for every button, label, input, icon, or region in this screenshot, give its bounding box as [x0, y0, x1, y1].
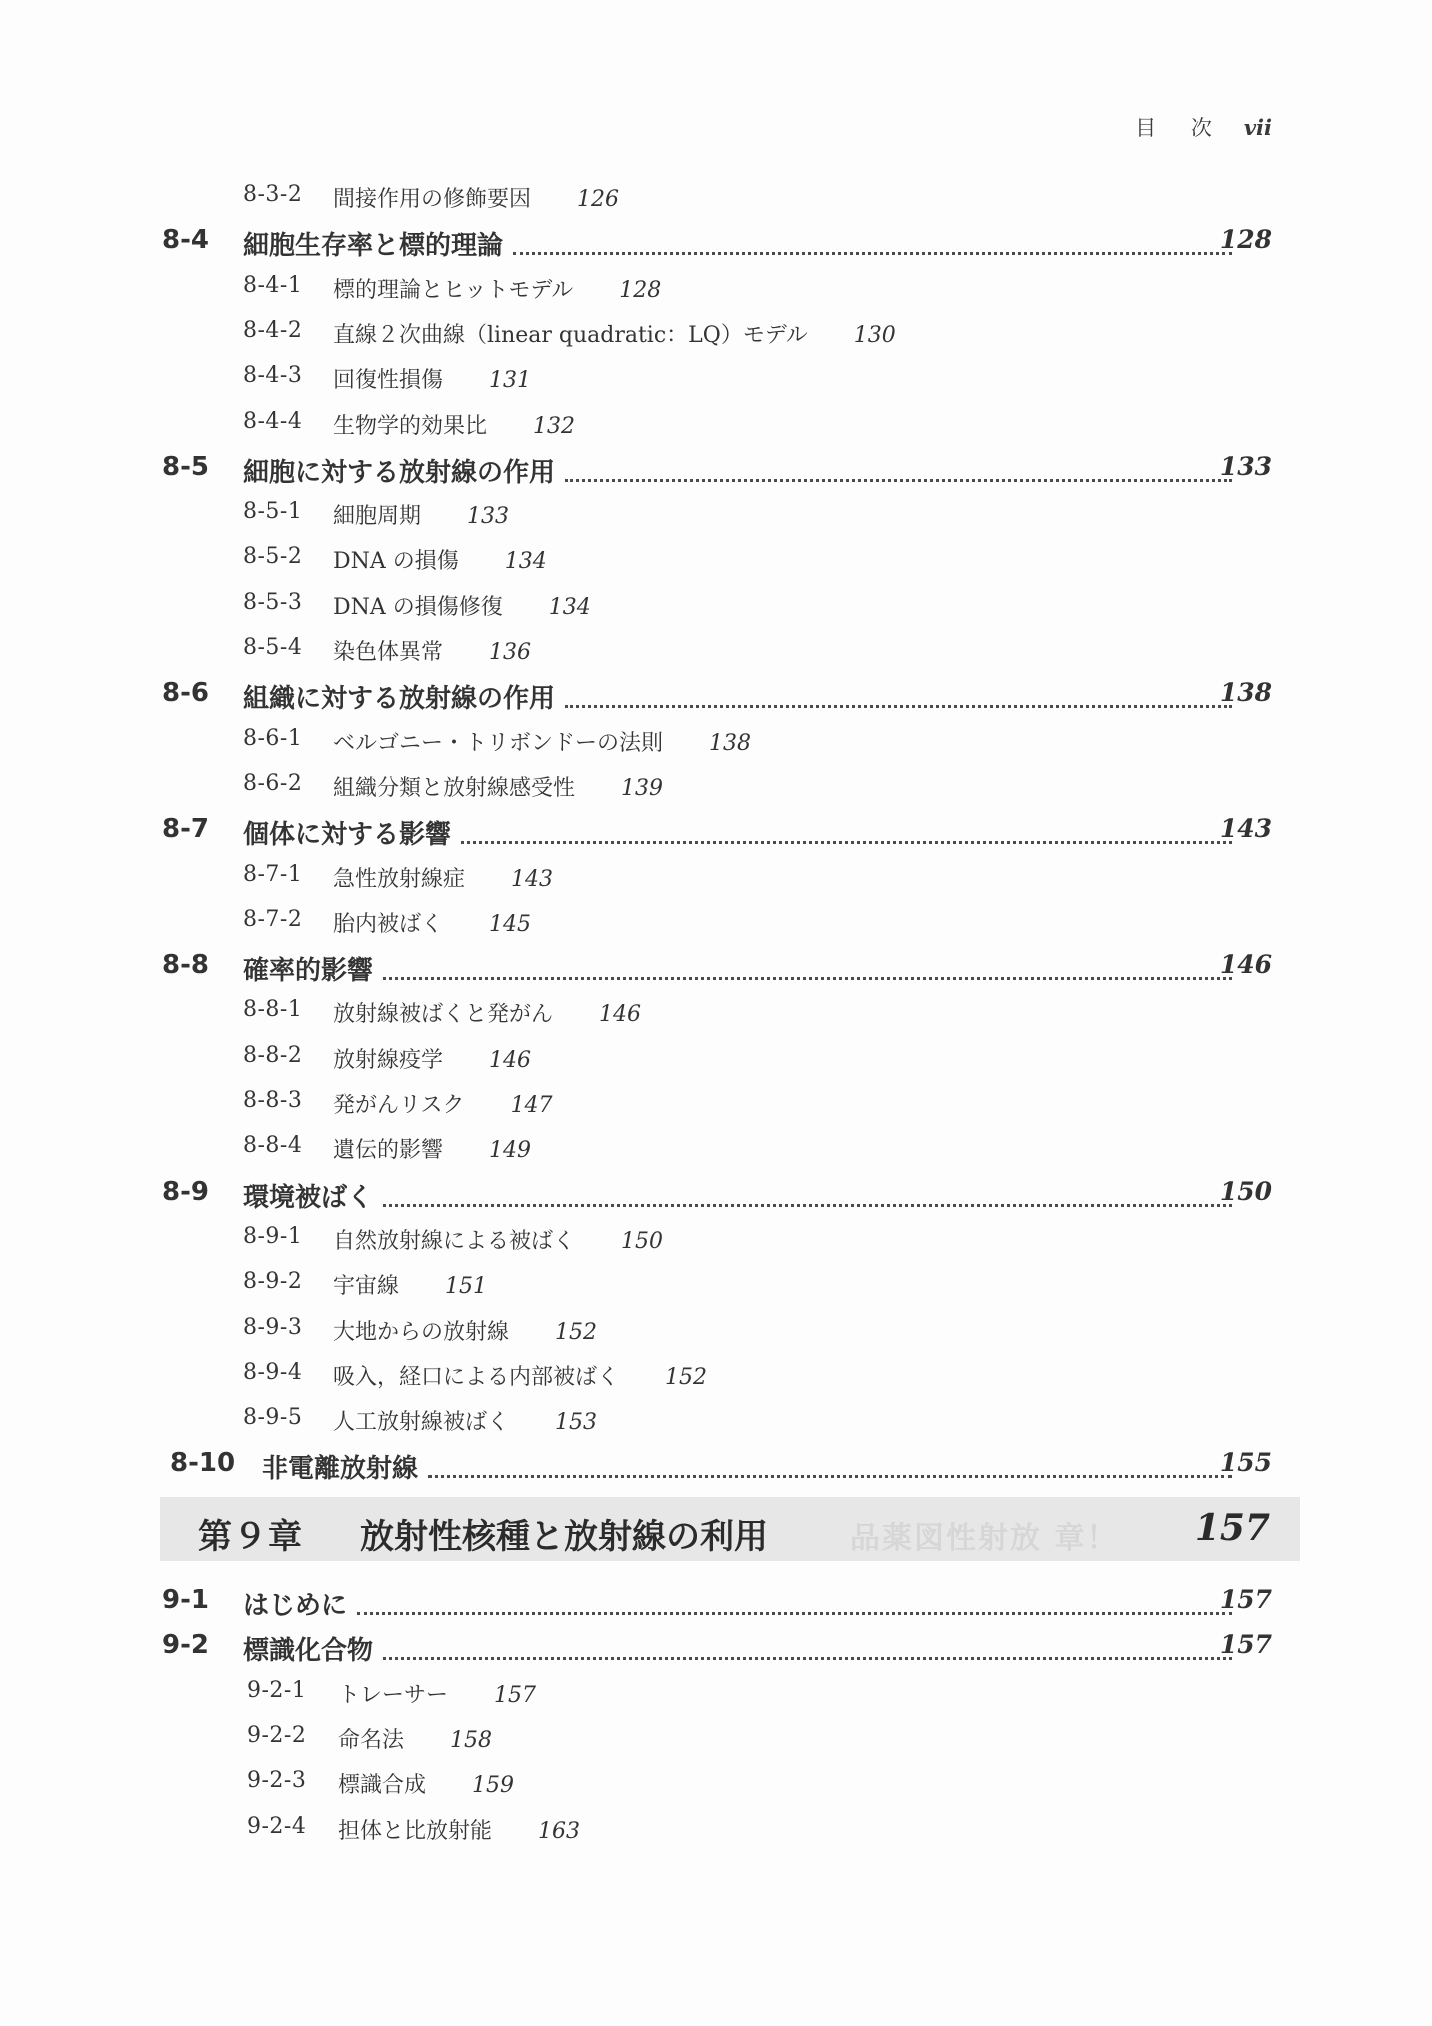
entry-title: トレーサー 157 [338, 1682, 537, 1708]
toc-subsection-entry [0, 180, 1432, 220]
toc-subsection-entry [0, 633, 1432, 673]
entry-title: 標的理論とヒットモデル 128 [333, 277, 662, 303]
toc-subsection-entry [0, 905, 1432, 945]
toc-section-entry [0, 814, 1432, 854]
entry-title: 自然放射線による被ばく 150 [333, 1228, 664, 1254]
entry-page: 134 [548, 594, 591, 620]
toc-section-entry [0, 678, 1432, 718]
entry-number: 8-8 [162, 950, 209, 981]
entry-page: 128 [1219, 225, 1272, 255]
entry-page: 147 [510, 1093, 553, 1118]
entry-page: 159 [472, 1773, 515, 1799]
entry-number: 8-6-1 [243, 725, 303, 751]
entry-number: 9-2-4 [247, 1813, 307, 1839]
toc-subsection-entry [0, 271, 1432, 311]
entry-title: 発がんリスク 147 [333, 1093, 553, 1118]
entry-number: 8-9-5 [243, 1405, 303, 1431]
entry-number: 8-8-1 [243, 997, 303, 1023]
entry-page: 132 [533, 413, 576, 439]
toc-section-entry [0, 1448, 1432, 1488]
toc-subsection-entry [0, 1267, 1432, 1307]
toc-section-entry [0, 1630, 1432, 1670]
dot-leader [461, 814, 1232, 844]
entry-title: 染色体異常 136 [333, 640, 532, 665]
toc-subsection-entry [0, 995, 1432, 1035]
running-header [1135, 112, 1272, 142]
toc-section-entry [0, 225, 1432, 265]
toc-subsection-entry [0, 1041, 1432, 1081]
entry-page: 133 [467, 504, 510, 530]
toc-subsection-entry [0, 1676, 1432, 1716]
entry-title: 急性放射線症 143 [333, 866, 554, 892]
entry-page: 150 [621, 1228, 664, 1254]
entry-page: 134 [504, 549, 547, 575]
chapter-label: 第９章 [198, 1517, 303, 1557]
dot-leader [565, 452, 1232, 482]
entry-page: 133 [1219, 451, 1272, 481]
toc-subsection-entry [0, 542, 1432, 582]
dot-leader [383, 950, 1232, 980]
toc-subsection-entry [0, 316, 1432, 356]
entry-title: 非電離放射線 [262, 1454, 419, 1485]
entry-page: 152 [665, 1364, 708, 1390]
entry-page: 131 [489, 368, 532, 394]
dot-leader [383, 1177, 1232, 1207]
entry-title: 宇宙線 151 [333, 1274, 488, 1300]
entry-number: 8-9-4 [243, 1359, 303, 1385]
dot-leader [565, 678, 1232, 708]
chapter-show-through: 品薬図性射放 章！ [850, 1521, 1119, 1556]
entry-page: 149 [489, 1138, 532, 1164]
entry-number: 8-5-3 [243, 589, 303, 615]
toc-subsection-entry [0, 1131, 1432, 1171]
entry-page: 138 [1219, 678, 1272, 708]
toc-subsection-entry [0, 1403, 1432, 1443]
entry-page: 157 [1219, 1630, 1272, 1660]
entry-number: 8-4 [162, 225, 209, 256]
entry-page: 152 [555, 1319, 598, 1345]
entry-number: 8-4-3 [243, 363, 303, 389]
entry-title: 細胞周期 133 [333, 504, 510, 530]
toc-subsection-entry [0, 1086, 1432, 1126]
entry-page: 146 [489, 1047, 532, 1073]
entry-number: 8-8-2 [243, 1042, 303, 1068]
entry-number: 8-4-2 [243, 317, 303, 343]
chapter-page: 157 [1194, 1507, 1270, 1549]
entry-number: 9-2-2 [247, 1722, 307, 1748]
toc-subsection-entry [0, 407, 1432, 447]
entry-number: 8-5-1 [243, 499, 303, 525]
toc-subsection-entry [0, 724, 1432, 764]
toc-subsection-entry [0, 1812, 1432, 1852]
chapter-heading [160, 1497, 1300, 1561]
entry-page: 150 [1219, 1176, 1272, 1206]
entry-page: 143 [511, 866, 554, 892]
entry-title: 人工放射線被ばく 153 [333, 1410, 598, 1436]
toc-subsection-entry [0, 1721, 1432, 1761]
entry-page: 153 [555, 1410, 598, 1436]
entry-title: 個体に対する影響 [243, 820, 452, 851]
entry-page: 138 [709, 730, 752, 756]
entry-number: 8-10 [170, 1448, 236, 1479]
entry-title: 標識化合物 [243, 1636, 374, 1667]
dot-leader [357, 1585, 1232, 1615]
toc-subsection-entry [0, 1313, 1432, 1353]
entry-page: 151 [445, 1274, 488, 1300]
entry-title: はじめに [243, 1591, 348, 1621]
entry-number: 8-7 [162, 814, 209, 845]
entry-number: 8-5 [162, 451, 209, 482]
header-label: 目 次 [1135, 116, 1226, 140]
header-page-number: vii [1243, 115, 1272, 140]
entry-number: 8-7-2 [243, 906, 303, 932]
entry-number: 8-9-3 [243, 1314, 303, 1340]
entry-page: 143 [1219, 814, 1272, 844]
entry-number: 8-6 [162, 678, 209, 709]
entry-title: DNA の損傷修復 134 [333, 594, 591, 620]
entry-number: 8-8-4 [243, 1133, 303, 1159]
entry-page: 146 [599, 1002, 642, 1028]
entry-page: 155 [1219, 1448, 1272, 1478]
chapter-title: 放射性核種と放射線の利用 [360, 1517, 768, 1557]
toc-subsection-entry [0, 860, 1432, 900]
entry-page: 128 [619, 277, 662, 303]
entry-page: 157 [494, 1682, 537, 1708]
entry-title: 命名法 158 [338, 1727, 493, 1753]
toc-subsection-entry [0, 361, 1432, 401]
entry-number: 8-7-1 [243, 861, 303, 887]
toc-section-entry [0, 1177, 1432, 1217]
entry-title: 吸入，経口による内部被ばく 152 [333, 1364, 708, 1390]
entry-number: 8-3-2 [243, 182, 303, 207]
entry-title: 遺伝的影響 149 [333, 1138, 532, 1164]
entry-title: 組織分類と放射線感受性 139 [333, 775, 664, 801]
toc-subsection-entry [0, 769, 1432, 809]
entry-title: 細胞に対する放射線の作用 [243, 457, 556, 488]
entry-title: 確率的影響 [243, 956, 374, 987]
dot-leader [513, 225, 1232, 255]
entry-page: 130 [853, 322, 896, 348]
entry-page: 163 [538, 1818, 581, 1844]
entry-number: 8-8-3 [243, 1088, 303, 1113]
entry-page: 136 [489, 640, 532, 665]
entry-title: 環境被ばく [243, 1182, 374, 1213]
toc-subsection-entry [0, 1766, 1432, 1806]
entry-number: 9-2-1 [247, 1677, 307, 1703]
entry-number: 9-2-3 [247, 1768, 307, 1794]
toc-subsection-entry [0, 1222, 1432, 1262]
entry-title: 胎内被ばく 145 [333, 911, 532, 937]
entry-title: 担体と比放射能 163 [338, 1818, 581, 1844]
entry-title: 放射線疫学 146 [333, 1047, 532, 1073]
entry-title: DNA の損傷 134 [333, 549, 547, 575]
entry-title: 生物学的効果比 132 [333, 413, 576, 439]
entry-title: 回復性損傷 131 [333, 368, 532, 394]
entry-title: 細胞生存率と標的理論 [243, 231, 504, 262]
entry-page: 145 [489, 911, 532, 937]
entry-number: 8-5-4 [243, 635, 303, 660]
entry-page: 146 [1219, 950, 1272, 980]
entry-number: 8-5-2 [243, 544, 303, 570]
entry-title: ベルゴニー・トリボンドーの法則 138 [333, 730, 752, 756]
entry-page: 158 [450, 1727, 493, 1753]
entry-title: 大地からの放射線 152 [333, 1319, 598, 1345]
toc-subsection-entry [0, 497, 1432, 537]
entry-number: 9-2 [162, 1630, 209, 1661]
entry-number: 8-9-2 [243, 1269, 303, 1295]
dot-leader [428, 1448, 1232, 1478]
dot-leader [383, 1630, 1232, 1660]
entry-title: 直線２次曲線（linear quadratic：LQ）モデル 130 [333, 322, 896, 348]
entry-number: 8-9-1 [243, 1223, 303, 1249]
entry-title: 標識合成 159 [338, 1773, 515, 1799]
entry-number: 8-9 [162, 1176, 209, 1207]
entry-title: 放射線被ばくと発がん 146 [333, 1002, 642, 1028]
entry-number: 8-4-1 [243, 272, 303, 298]
entry-page: 126 [577, 187, 620, 212]
toc-section-entry [0, 1585, 1432, 1625]
entry-number: 8-4-4 [243, 408, 303, 434]
entry-page: 157 [1219, 1585, 1272, 1614]
toc-subsection-entry [0, 588, 1432, 628]
entry-title: 間接作用の修飾要因 126 [333, 187, 620, 212]
entry-number: 8-6-2 [243, 770, 303, 796]
toc-section-entry [0, 452, 1432, 492]
toc-subsection-entry [0, 1358, 1432, 1398]
entry-title: 組織に対する放射線の作用 [243, 684, 556, 715]
toc-section-entry [0, 950, 1432, 990]
entry-page: 139 [621, 775, 664, 801]
entry-number: 9-1 [162, 1585, 209, 1615]
